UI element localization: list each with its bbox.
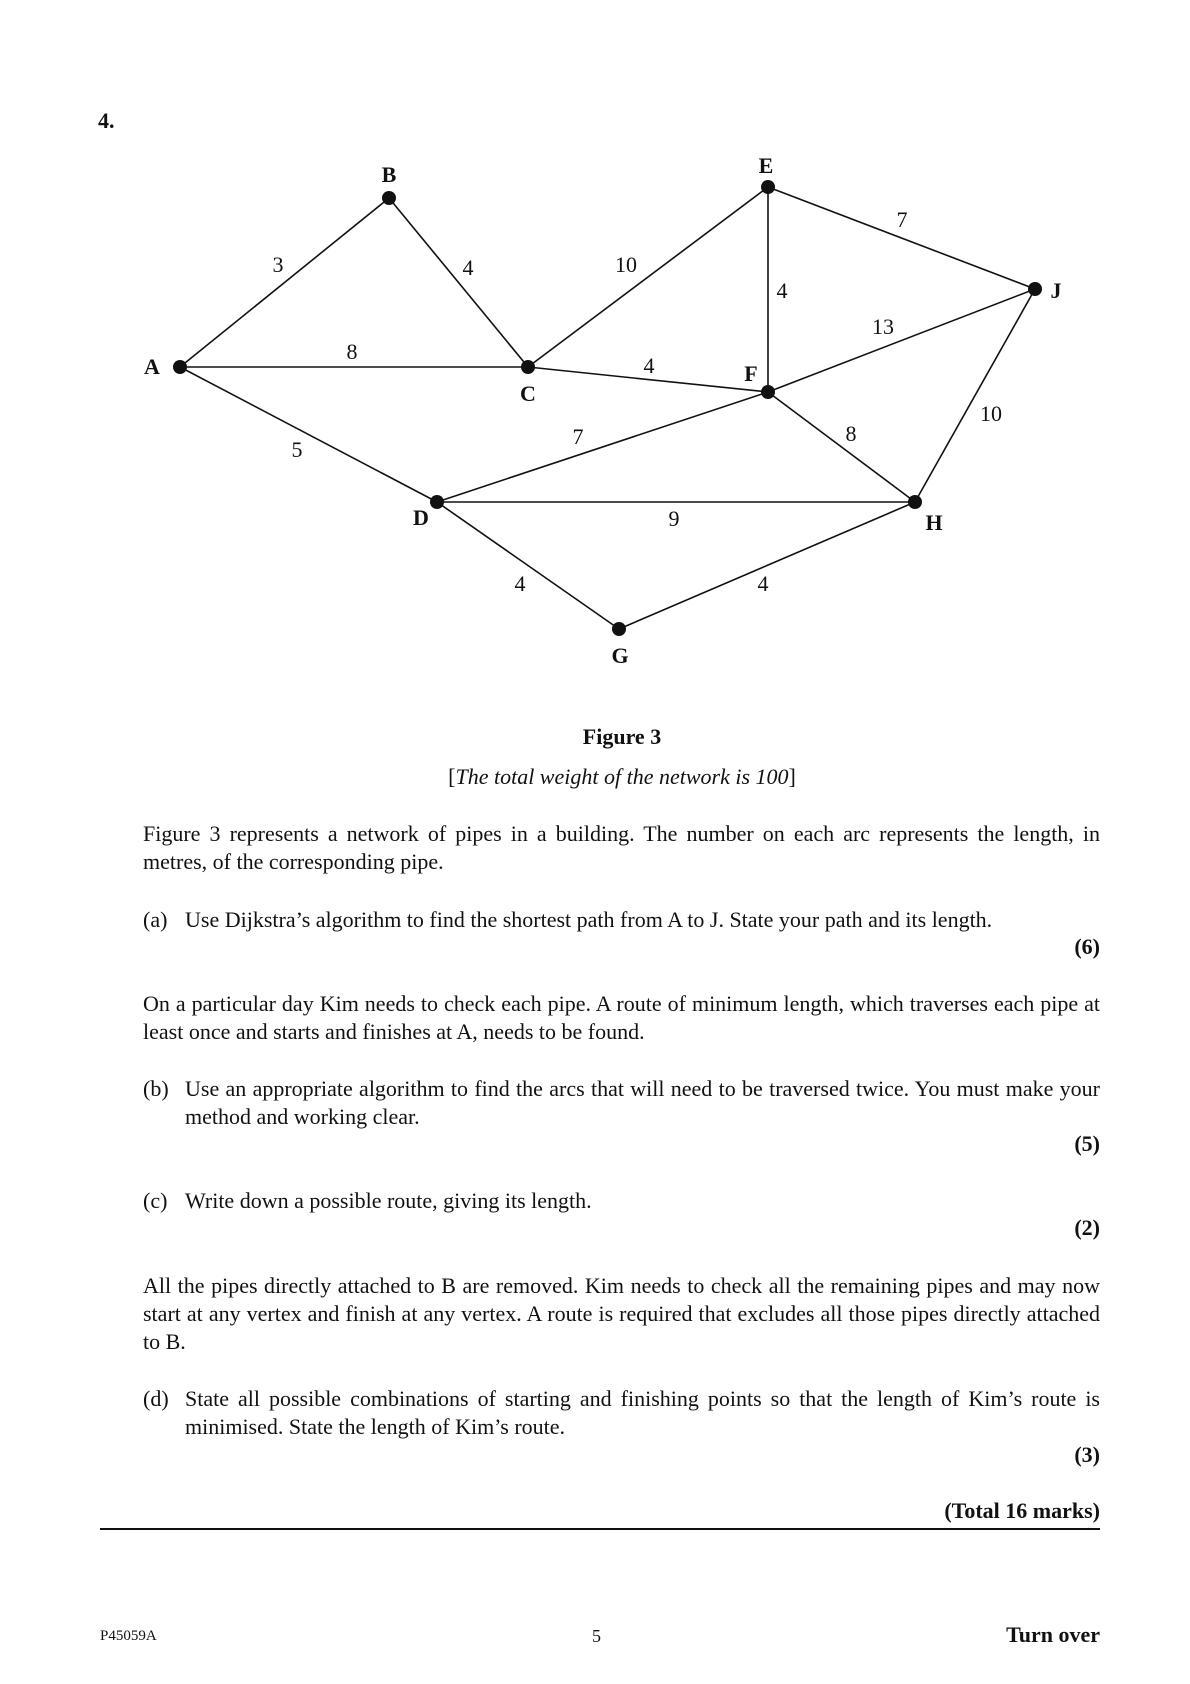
- part-c: [143, 1187, 1100, 1215]
- intro-paragraph: Figure 3 represents a network of pipes in a building. The number on each arc represents the length, in metres, of the corresponding pipe.: [143, 821, 1100, 874]
- paragraph-3: All the pipes directly attached to B are removed. Kim needs to check all the remaining pipes and may now start at any vertex and finish at any vertex. A route is required that excludes all those pipes directly attached to B.: [143, 1273, 1100, 1354]
- bracket-open: [: [448, 764, 456, 789]
- vertex-G: [612, 622, 626, 636]
- vertex-F: [761, 385, 775, 399]
- total-marks: (Total 16 marks): [944, 1498, 1100, 1523]
- vertex-label-F: F: [744, 361, 758, 386]
- part-a-marks: (6): [1074, 934, 1100, 959]
- edge-D-G: [437, 502, 619, 629]
- network-figure: [0, 0, 1190, 720]
- vertex-H: [908, 495, 922, 509]
- vertex-label-H: H: [925, 510, 943, 535]
- vertex-label-E: E: [758, 153, 774, 178]
- part-a-label: (a): [143, 907, 168, 932]
- edge-weight-H-J: 10: [980, 401, 1002, 426]
- part-b-label: (b): [143, 1076, 169, 1101]
- figure-caption: Figure 3: [582, 724, 662, 749]
- vertex-label-G: G: [611, 643, 629, 668]
- bracket-close: ]: [788, 764, 796, 789]
- total-weight-note: The total weight of the network is 100: [455, 764, 789, 789]
- part-b: [143, 1075, 1100, 1131]
- edge-weight-C-E: 10: [615, 252, 637, 277]
- vertex-label-A: A: [144, 354, 160, 379]
- edge-weight-A-C: 8: [346, 339, 358, 364]
- part-d-marks: (3): [1074, 1442, 1100, 1467]
- edge-E-J: [768, 187, 1035, 289]
- vertex-D: [430, 495, 444, 509]
- part-a-text: Use Dijkstra’s algorithm to find the shortest path from A to J. State your path and its length.: [185, 907, 993, 932]
- edge-weight-F-H: 8: [845, 421, 857, 446]
- part-c-label: (c): [143, 1188, 168, 1213]
- edge-weight-C-F: 4: [643, 353, 655, 378]
- edge-C-E: [528, 187, 768, 367]
- edge-weight-E-F: 4: [776, 278, 788, 303]
- edge-F-J: [768, 289, 1035, 392]
- edge-A-B: [180, 198, 389, 367]
- edge-H-J: [915, 289, 1035, 502]
- part-b-marks: (5): [1074, 1131, 1100, 1156]
- question-number: 4.: [98, 108, 115, 133]
- end-rule: [100, 1528, 1100, 1530]
- edge-B-C: [389, 198, 528, 367]
- vertex-label-B: B: [381, 162, 397, 187]
- edge-weight-D-F: 7: [572, 424, 584, 449]
- vertex-label-D: D: [413, 505, 429, 530]
- vertex-E: [761, 180, 775, 194]
- page-number: 5: [592, 1626, 601, 1646]
- edge-weight-D-G: 4: [514, 571, 526, 596]
- edge-G-H: [619, 502, 915, 629]
- turn-over: Turn over: [1006, 1622, 1100, 1647]
- part-c-marks: (2): [1074, 1215, 1100, 1240]
- edge-weight-A-D: 5: [291, 437, 303, 462]
- part-d: [143, 1385, 1100, 1441]
- edge-weight-G-H: 4: [757, 571, 769, 596]
- edge-F-H: [768, 392, 915, 502]
- vertex-A: [173, 360, 187, 374]
- part-b-text: Use an appropriate algorithm to find the arcs that will need to be traversed twice. You must make your method and working clear.: [185, 1076, 1100, 1129]
- vertex-B: [382, 191, 396, 205]
- edge-weight-D-H: 9: [668, 506, 680, 531]
- edge-weight-E-J: 7: [896, 207, 908, 232]
- part-d-text: State all possible combinations of starting and finishing points so that the length of Kim’s route is minimised. State the length of Kim’s route.: [185, 1386, 1100, 1439]
- part-d-label: (d): [143, 1386, 169, 1411]
- vertex-label-J: J: [1050, 278, 1062, 303]
- figure-subcaption: [0, 764, 1190, 790]
- part-c-text: Write down a possible route, giving its length.: [185, 1188, 592, 1213]
- vertex-J: [1028, 282, 1042, 296]
- edge-D-F: [437, 392, 768, 502]
- paper-code: P45059A: [100, 1628, 157, 1644]
- edge-A-D: [180, 367, 437, 502]
- edge-weight-B-C: 4: [462, 255, 474, 280]
- vertex-C: [521, 360, 535, 374]
- paragraph-2: On a particular day Kim needs to check each pipe. A route of minimum length, which traverses each pipe at least once and starts and finishes at A, needs to be found.: [143, 991, 1100, 1044]
- part-a: [143, 906, 1100, 934]
- vertex-label-C: C: [520, 381, 536, 406]
- edge-weight-F-J: 13: [872, 314, 894, 339]
- edge-weight-A-B: 3: [272, 252, 284, 277]
